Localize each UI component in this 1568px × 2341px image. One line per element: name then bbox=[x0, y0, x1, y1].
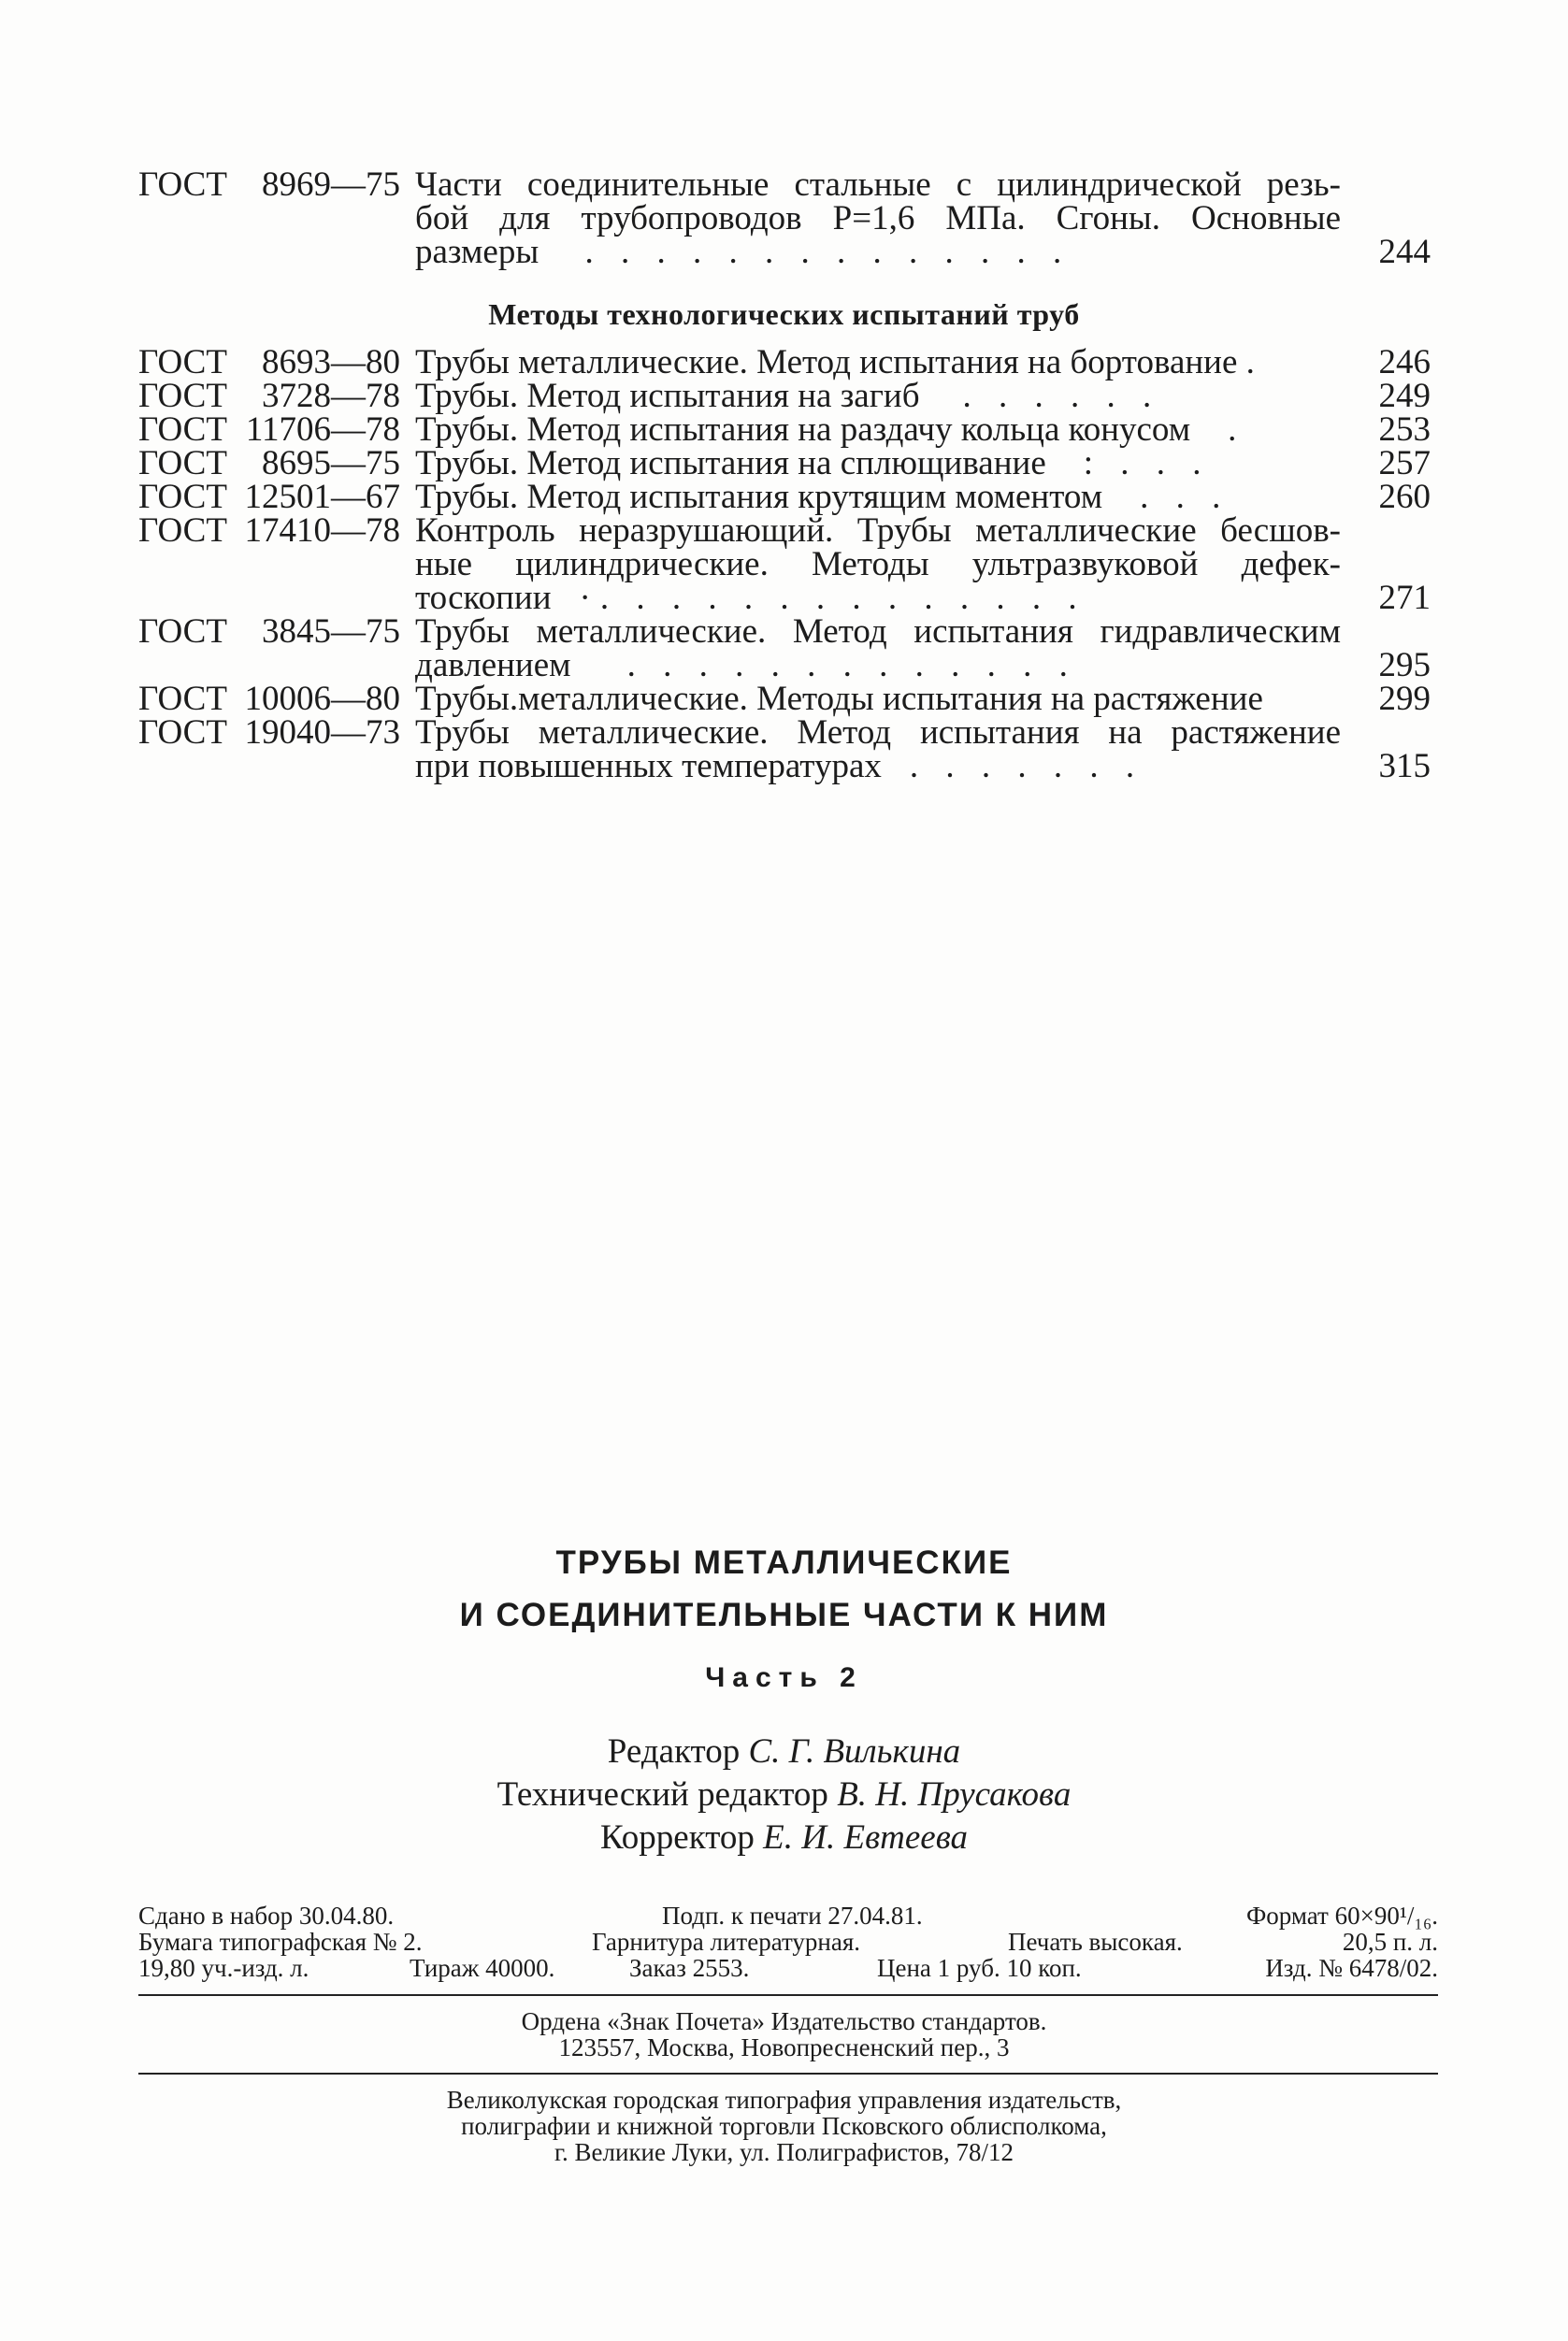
gost-number: 8695—75 bbox=[262, 444, 400, 482]
gost-number: 8969—75 bbox=[262, 165, 400, 204]
gost-number: 3845—75 bbox=[262, 612, 400, 651]
entry-title bbox=[415, 377, 1341, 415]
leader-dots: : . . . bbox=[1083, 444, 1211, 482]
publisher-line: 123557, Москва, Новопресненский пер., 3 bbox=[558, 2033, 1010, 2061]
entry-title-line: ные цилиндрические. Методы ультразвуковой дефек- bbox=[415, 545, 1341, 583]
imprint-cell: 20,5 п. л. bbox=[1342, 1928, 1438, 1956]
imprint-cell: Подп. к печати 27.04.81. bbox=[662, 1902, 923, 1930]
leader-dots: . . . . . . bbox=[962, 377, 1161, 415]
entry-title-line: Трубы. Метод испытания крутящим моментом bbox=[415, 478, 1103, 516]
entry-title-line: Трубы. Метод испытания на раздачу кольца конусом bbox=[415, 410, 1191, 449]
divider bbox=[138, 2073, 1438, 2075]
leader-dots: . . . bbox=[1140, 478, 1230, 516]
credit-tech-editor bbox=[0, 1774, 1568, 1815]
page-number: 246 bbox=[1378, 343, 1431, 381]
entry-title-line: размеры bbox=[415, 233, 539, 271]
entry-title-line: Части соединительные стальные с цилиндрической резь- bbox=[415, 165, 1341, 204]
gost-prefix: ГОСТ bbox=[138, 343, 227, 381]
gost-prefix: ГОСТ bbox=[138, 478, 227, 516]
credit-role: Редактор bbox=[607, 1732, 741, 1771]
gost-prefix: ГОСТ bbox=[138, 410, 227, 449]
gost-number: 10006—80 bbox=[244, 680, 400, 718]
leader-dots: ·. . . . . . . . . . . . . . bbox=[579, 579, 1086, 617]
gost-prefix: ГОСТ bbox=[138, 444, 227, 482]
entry-title bbox=[415, 165, 1341, 271]
gost-prefix: ГОСТ bbox=[138, 165, 227, 204]
gost-number: 8693—80 bbox=[262, 343, 400, 381]
entry-title bbox=[415, 410, 1341, 449]
page-number: 260 bbox=[1378, 478, 1431, 516]
imprint-cell: Сдано в набор 30.04.80. bbox=[138, 1902, 395, 1930]
imprint-cell: Заказ 2553. bbox=[629, 1954, 750, 1982]
credit-name: В. Н. Прусакова bbox=[837, 1775, 1072, 1814]
imprint-cell: Тираж 40000. bbox=[410, 1954, 555, 1982]
credit-role: Корректор bbox=[599, 1818, 755, 1857]
entry-title bbox=[415, 612, 1341, 684]
page-number: 271 bbox=[1378, 579, 1431, 617]
leader-dots: . . . . . . . . . . . . . . bbox=[584, 233, 1072, 271]
entry-title-line: при повышенных температурах bbox=[415, 747, 882, 785]
credit-corrector bbox=[0, 1817, 1568, 1858]
entry-title-line: Трубы металлические. Метод испытания гидравлическим bbox=[415, 612, 1341, 651]
credit-role: Технический редактор bbox=[496, 1775, 828, 1814]
page-number: 257 bbox=[1378, 444, 1431, 482]
printer-block bbox=[0, 2087, 1568, 2165]
credit-editor bbox=[0, 1731, 1568, 1772]
page-number: 299 bbox=[1378, 680, 1431, 718]
imprint bbox=[138, 1903, 1438, 1981]
printer-line: г. Великие Луки, ул. Полиграфистов, 78/12 bbox=[554, 2138, 1014, 2166]
page-number: 295 bbox=[1378, 646, 1431, 684]
entry-title-line: Трубы. Метод испытания на загиб bbox=[415, 377, 920, 415]
imprint-row bbox=[138, 1955, 1438, 1981]
publisher-line: Ордена «Знак Почета» Издательство стандартов. bbox=[521, 2007, 1047, 2035]
publisher-block bbox=[0, 2008, 1568, 2061]
entry-title bbox=[415, 343, 1341, 381]
page-number: 315 bbox=[1378, 747, 1431, 785]
gost-prefix: ГОСТ bbox=[138, 377, 227, 415]
imprint-cell: Печать высокая. bbox=[1008, 1928, 1183, 1956]
section-heading: Методы технологических испытаний труб bbox=[488, 297, 1080, 331]
part-label: Часть 2 bbox=[705, 1662, 863, 1693]
gost-number: 3728—78 bbox=[262, 377, 400, 415]
gost-prefix: ГОСТ bbox=[138, 713, 227, 752]
entry-title-line: Трубы металлические. Метод испытания на бортование . bbox=[415, 343, 1255, 381]
book-title-line-2: И СОЕДИНИТЕЛЬНЫЕ ЧАСТИ К НИМ bbox=[459, 1597, 1109, 1633]
imprint-cell: Бумага типографская № 2. bbox=[138, 1928, 423, 1956]
entry-title bbox=[415, 511, 1341, 617]
entry-title-line: давлением bbox=[415, 646, 571, 684]
entry-title bbox=[415, 444, 1341, 482]
imprint-row bbox=[138, 1903, 1438, 1929]
entry-title-line: бой для трубопроводов Р=1,6 МПа. Сгоны. Основные bbox=[415, 199, 1341, 237]
entry-title-line: Трубы.металлические. Методы испытания на растяжение bbox=[415, 680, 1263, 718]
leader-dots: . . . . . . . . . . . . . bbox=[626, 646, 1077, 684]
leader-dots: . bbox=[1228, 410, 1246, 449]
entry-title bbox=[415, 682, 1341, 716]
page-number: 244 bbox=[1378, 233, 1431, 271]
entry-title-line: Трубы металлические. Метод испытания на растяжение bbox=[415, 713, 1341, 752]
gost-number: 19040—73 bbox=[244, 713, 400, 752]
imprint-cell: Гарнитура литературная. bbox=[592, 1928, 861, 1956]
page-number: 253 bbox=[1378, 410, 1431, 449]
entry-title bbox=[415, 478, 1341, 516]
book-title-line-1: ТРУБЫ МЕТАЛЛИЧЕСКИЕ bbox=[555, 1544, 1013, 1581]
gost-prefix: ГОСТ bbox=[138, 680, 227, 718]
imprint-row bbox=[138, 1929, 1438, 1955]
gost-number: 17410—78 bbox=[244, 511, 400, 550]
page-number: 249 bbox=[1378, 377, 1431, 415]
credit-name: Е. И. Евтеева bbox=[763, 1818, 969, 1857]
imprint-cell: Цена 1 руб. 10 коп. bbox=[877, 1954, 1082, 1982]
gost-prefix: ГОСТ bbox=[138, 612, 227, 651]
imprint-cell: 19,80 уч.-изд. л. bbox=[138, 1954, 309, 1982]
gost-number: 11706—78 bbox=[245, 410, 400, 449]
imprint-cell: Изд. № 6478/02. bbox=[1265, 1954, 1438, 1982]
entry-title-line: Трубы. Метод испытания на сплющивание bbox=[415, 444, 1046, 482]
leader-dots: . . . . . . . bbox=[909, 747, 1144, 785]
imprint-cell: Формат 60×90¹/₁₆. bbox=[1245, 1902, 1438, 1930]
printer-line: полиграфии и книжной торговли Псковского облисполкома, bbox=[461, 2112, 1107, 2140]
entry-title-line: Контроль неразрушающий. Трубы металлические бесшов- bbox=[415, 511, 1341, 550]
printer-line: Великолукская городская типография управления издательств, bbox=[446, 2086, 1122, 2114]
credit-name: С. Г. Вилькина bbox=[748, 1732, 961, 1771]
entry-title-line: тоскопии bbox=[415, 579, 552, 617]
divider bbox=[138, 1994, 1438, 1996]
gost-number: 12501—67 bbox=[244, 478, 400, 516]
entry-title bbox=[415, 713, 1341, 785]
gost-prefix: ГОСТ bbox=[138, 511, 227, 550]
